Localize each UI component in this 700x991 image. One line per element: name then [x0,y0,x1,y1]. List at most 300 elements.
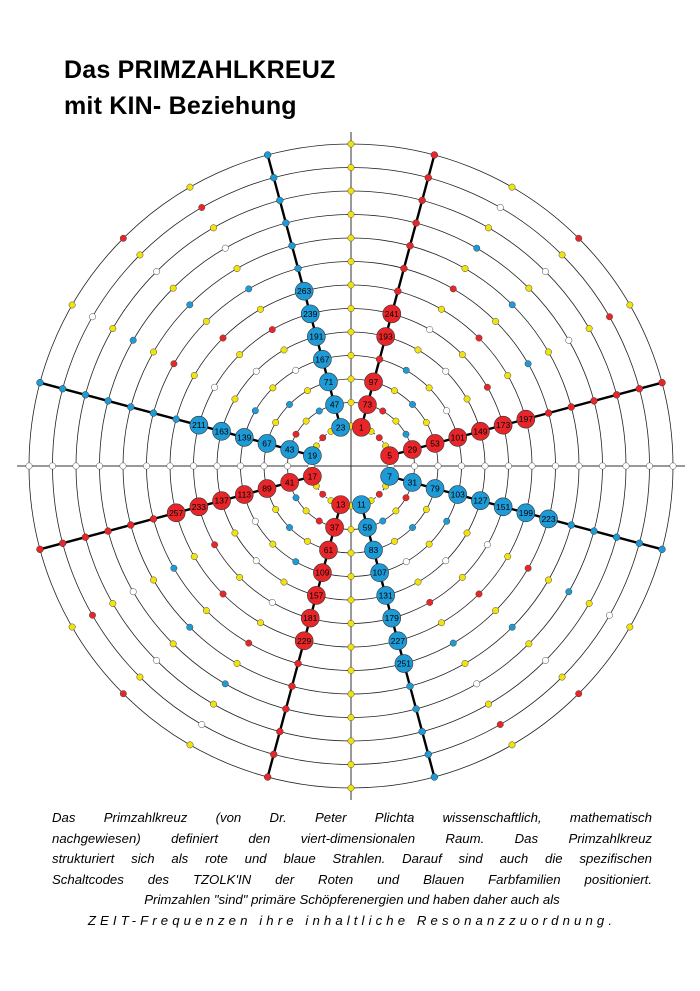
prime-node [307,328,325,346]
number-dot [485,225,491,231]
number-dot [348,188,354,194]
number-dot [391,387,397,393]
number-dot [348,738,354,744]
ray-dot [401,265,408,272]
number-dot [253,368,259,374]
number-dot [438,306,444,312]
prime-label: 151 [496,501,511,512]
number-dot [348,141,354,147]
ray-dot [127,404,134,411]
title-line-2: mit KIN- Beziehung [64,92,297,120]
prime-label: 61 [323,545,334,556]
prime-node [365,541,383,559]
number-dot [474,245,480,251]
prime-label: 37 [329,522,340,533]
number-dot [348,714,354,720]
number-dot [26,463,32,469]
number-dot [222,681,228,687]
number-dot [443,408,449,414]
number-dot [348,761,354,767]
prime-node [313,350,331,368]
prime-label: 181 [303,613,318,624]
ray-dot [283,220,290,227]
number-dot [545,577,551,583]
prime-node [235,428,253,446]
number-dot [462,660,468,666]
prime-node [358,396,376,414]
prime-node [303,467,321,485]
number-dot [606,314,612,320]
number-dot [403,367,409,373]
ray-dot [105,528,112,535]
ray-dot [37,546,44,553]
prime-node [301,609,319,627]
prime-node [358,518,376,536]
prime-label: 103 [450,489,465,500]
ray-dot [173,416,180,423]
ray-dot [413,706,420,713]
prime-node [403,441,421,459]
ray-dot [270,751,277,758]
number-dot [69,624,75,630]
number-dot [575,235,581,241]
prime-label: 97 [368,376,379,387]
number-dot [586,600,592,606]
number-dot [566,337,572,343]
prime-label: 173 [496,420,511,431]
number-dot [284,463,290,469]
number-dot [348,282,354,288]
number-dot [303,508,309,514]
prime-label: 109 [315,567,330,578]
ray-dot [591,398,598,405]
number-dot [505,372,511,378]
number-dot [210,701,216,707]
number-dot [252,518,258,524]
axes [17,132,685,800]
prime-node [326,396,344,414]
prime-node [213,422,231,440]
number-dot [426,541,432,547]
number-dot [411,463,417,469]
number-dot [270,385,276,391]
prime-label: 227 [390,635,405,646]
prime-label: 101 [450,432,465,443]
prime-node [494,498,512,516]
prime-node [395,655,413,673]
number-dot [542,657,548,663]
number-dot [110,600,116,606]
ray-dot [276,197,283,204]
number-dot [269,326,275,332]
prime-node [389,632,407,650]
ray-dot [419,197,426,204]
prime-label: 179 [384,613,399,624]
prime-node [258,480,276,498]
number-dot [505,553,511,559]
prime-label: 239 [303,308,318,319]
number-dot [348,667,354,673]
prime-node [319,373,337,391]
ray-dot [105,398,112,405]
number-dot [348,526,354,532]
number-dot [130,589,136,595]
number-dot [492,607,498,613]
number-dot [348,573,354,579]
prime-node [307,586,325,604]
number-dot [348,399,354,405]
prime-label: 199 [518,507,533,518]
number-dot [237,463,243,469]
prime-label: 137 [214,495,229,506]
prime-node [352,418,370,436]
prime-label: 211 [192,420,206,431]
number-dot [187,302,193,308]
number-dot [143,463,149,469]
number-dot [423,506,429,512]
ray-dot [289,683,296,690]
number-dot [435,463,441,469]
number-dot [575,690,581,696]
ray-dot [568,404,575,411]
prime-label: 59 [362,522,373,533]
number-dot [304,538,310,544]
number-dot [391,538,397,544]
number-dot [293,495,299,501]
ray-dot [413,220,420,227]
number-dot [348,329,354,335]
prime-node [190,416,208,434]
prime-label: 13 [335,499,346,510]
number-dot [222,245,228,251]
prime-node [281,441,299,459]
number-dot [348,211,354,217]
number-dot [293,431,299,437]
ray-dot [295,660,302,667]
caption-line-5: Primzahlen "sind" primäre Schöpferenergien und haben daher auch als [144,892,560,908]
number-dot [646,463,652,469]
ray-dot [264,774,271,781]
number-dot [627,302,633,308]
number-dot [269,599,275,605]
number-dot [170,641,176,647]
number-dot [542,268,548,274]
prime-node [426,480,444,498]
prime-label: 7 [387,471,393,482]
ray-dot [636,540,643,547]
number-dot [120,463,126,469]
caption-line-3: strukturiert sich als rote und blaue Strahlen. Darauf sind auch die spezifischen [52,851,652,867]
ray-dot [289,242,296,249]
number-dot [272,506,278,512]
number-dot [120,235,126,241]
ray-dot [407,242,414,249]
number-dot [303,418,309,424]
prime-label: 229 [297,635,312,646]
number-dot [485,701,491,707]
ray-dot [295,265,302,272]
ray-dot [545,410,552,417]
number-dot [199,204,205,210]
prime-label: 149 [473,426,488,437]
number-dot [409,401,415,407]
number-dot [110,325,116,331]
prime-node [377,328,395,346]
number-dot [576,463,582,469]
prime-node [326,518,344,536]
number-dot [171,565,177,571]
number-dot [545,349,551,355]
prime-node [540,510,558,528]
caption-text [52,808,652,932]
number-dot [171,361,177,367]
prime-label: 1 [358,422,364,433]
number-dot [261,463,267,469]
number-dot [286,401,292,407]
prime-node [281,473,299,491]
ray-dot [59,385,66,392]
prime-node [383,609,401,627]
number-dot [376,435,382,441]
number-dot [272,419,278,425]
number-dot [423,419,429,425]
number-dot [427,326,433,332]
prime-label: 251 [396,658,412,669]
prime-label: 31 [407,477,418,488]
number-dot [403,558,409,564]
prime-node [213,492,231,510]
number-dot [320,491,326,497]
caption-line-1: Das Primzahlkreuz (von Dr. Peter Plichta wissenschaftlich, mathematisch [52,810,652,825]
prime-node [313,564,331,582]
ray-dot [613,534,620,541]
number-dot [348,305,354,311]
ray-dot [659,546,666,553]
number-dot [252,408,258,414]
ray-dot [636,385,643,392]
number-dot [187,184,193,190]
prime-node [235,486,253,504]
prime-node [371,564,389,582]
number-dot [257,620,263,626]
number-dot [220,591,226,597]
number-dot [211,384,217,390]
number-dot [253,558,259,564]
number-dot [459,351,465,357]
prime-node [383,305,401,323]
prime-label: 73 [362,399,373,410]
number-dot [427,599,433,605]
number-dot [438,620,444,626]
number-dot [191,553,197,559]
prime-label: 71 [323,376,334,387]
number-dot [348,258,354,264]
caption-line-2: nachgewiesen) definiert den viert-dimensionalen Raum. Das Primzahlkreuz [52,830,652,846]
number-dot [459,574,465,580]
prime-label: 47 [329,399,340,410]
number-dot [234,265,240,271]
number-dot [415,347,421,353]
number-dot [606,612,612,618]
number-dot [476,335,482,341]
number-dot [187,742,193,748]
number-dot [120,690,126,696]
prime-label: 41 [284,477,295,488]
number-dot [474,681,480,687]
number-dot [348,620,354,626]
number-dot [462,265,468,271]
prime-label: 163 [214,426,229,437]
number-dot [320,435,326,441]
number-dot [492,318,498,324]
number-dot [73,463,79,469]
number-dot [566,589,572,595]
number-dot [69,302,75,308]
number-dot [348,235,354,241]
number-dot [509,742,515,748]
number-dot [458,463,464,469]
number-dot [49,463,55,469]
prime-label: 241 [384,308,399,319]
prime-node [332,418,350,436]
prime-label: 5 [387,450,393,461]
number-dot [623,463,629,469]
prime-node [295,282,313,300]
number-dot [525,361,531,367]
prime-node [381,447,399,465]
number-dot [484,384,490,390]
number-dot [190,463,196,469]
number-dot [89,612,95,618]
ray-dot [276,728,283,735]
number-dot [484,542,490,548]
number-dot [409,524,415,530]
number-dot [443,558,449,564]
number-dot [426,385,432,391]
ray-dot [431,774,438,781]
number-dot [464,396,470,402]
number-dot [232,530,238,536]
prime-node [517,410,535,428]
ray-dot [37,379,44,386]
number-dot [509,184,515,190]
number-dot [150,349,156,355]
prime-label: 127 [473,495,488,506]
number-dot [443,518,449,524]
number-dot [348,644,354,650]
prime-label: 157 [309,590,324,601]
number-dot [393,418,399,424]
ray-dot [150,516,157,523]
number-dot [211,542,217,548]
prime-label: 17 [307,471,318,482]
prime-label: 263 [297,286,312,297]
number-dot [236,351,242,357]
prime-node [449,428,467,446]
number-dot [137,252,143,258]
number-dot [526,285,532,291]
number-dot [191,372,197,378]
number-dot [627,624,633,630]
prime-node [377,586,395,604]
prime-label: 131 [378,590,393,601]
number-dot [380,518,386,524]
number-dot [246,286,252,292]
number-dot [130,337,136,343]
ray-dot [376,356,383,363]
ray-dot [419,728,426,735]
ray-dot [659,379,666,386]
caption-line-6: ZEIT-Frequenzen ihre inhaltliche Resonanzzuordnung. [87,912,617,928]
number-dot [509,624,515,630]
prime-label: 257 [169,507,184,518]
prime-node [303,447,321,465]
ray-dot [150,410,157,417]
number-dot [293,558,299,564]
prime-label: 23 [335,422,346,433]
number-dot [150,577,156,583]
number-dot [403,431,409,437]
number-dot [281,579,287,585]
ray-dot [431,152,438,159]
prime-label: 53 [430,438,440,449]
prime-label: 43 [284,444,295,455]
ray-dot [425,174,432,181]
ray-dot [568,522,575,529]
number-dot [203,607,209,613]
ray-dot [613,391,620,398]
number-dot [476,591,482,597]
number-dot [376,491,382,497]
number-dot [393,508,399,514]
number-dot [403,495,409,501]
prime-label: 89 [262,483,272,494]
number-dot [153,268,159,274]
prime-label: 233 [191,501,206,512]
ray-dot [394,288,401,295]
number-dot [170,285,176,291]
number-dot [497,721,503,727]
prime-node [352,496,370,514]
prime-label: 167 [315,354,330,365]
prime-label: 197 [518,414,533,425]
number-dot [236,574,242,580]
number-dot [348,550,354,556]
prime-label: 139 [237,432,252,443]
number-dot [348,597,354,603]
number-dot [450,640,456,646]
prime-label: 191 [309,331,324,342]
caption-line-4: Schaltcodes des TZOLK'IN der Roten und Blauen Farbfamilien positioniert. [52,871,652,887]
prime-node [403,473,421,491]
prime-label: 83 [368,545,379,556]
prime-node [319,541,337,559]
number-dot [167,463,173,469]
number-dot [316,408,322,414]
number-dot [293,367,299,373]
prime-node [190,498,208,516]
prime-node [258,434,276,452]
number-dot [348,785,354,791]
number-dot [281,347,287,353]
prime-label: 113 [237,489,252,500]
prime-label: 19 [307,450,318,461]
prime-label: 29 [407,444,418,455]
ray-dot [591,528,598,535]
prime-label: 107 [372,567,387,578]
number-dot [257,306,263,312]
prime-node [517,504,535,522]
